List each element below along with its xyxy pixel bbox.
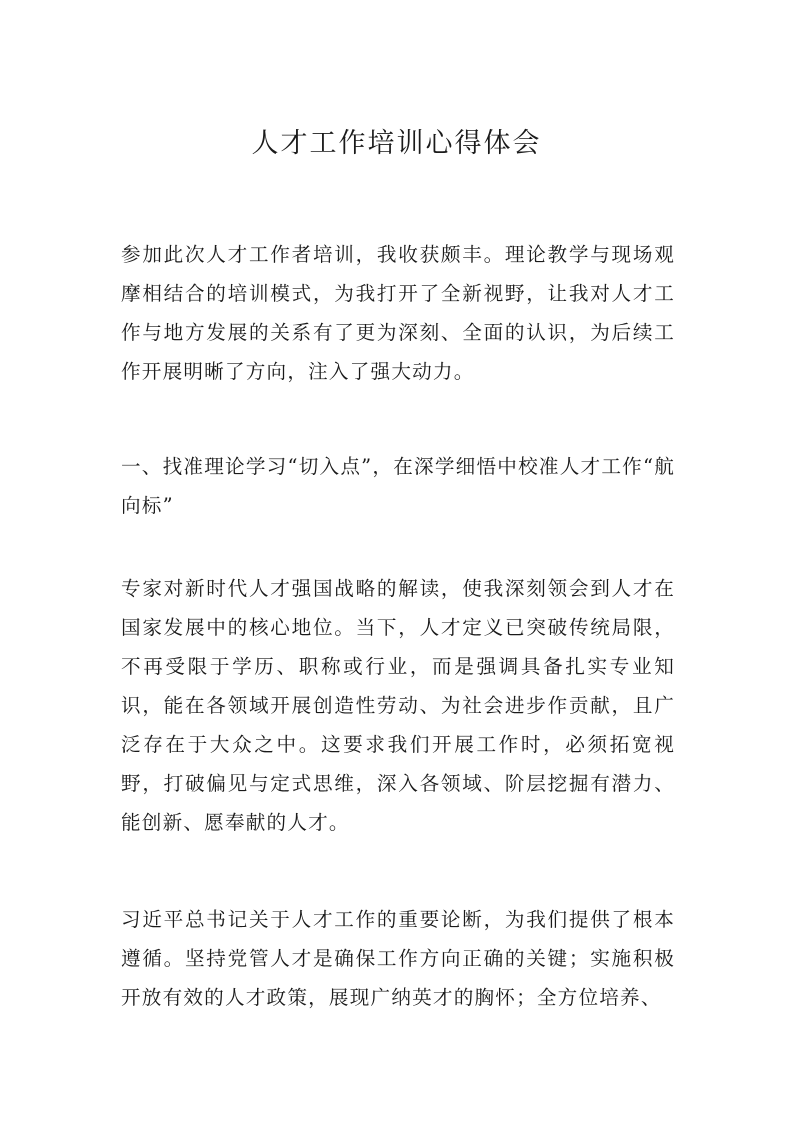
- body-paragraph-1: 专家对新时代人才强国战略的解读，使我深刻领会到人才在国家发展中的核心地位。当下，人才定义已突破传统局限，不再受限于学历、职称或行业，而是强调具备扎实专业知识，能在各领域开展创造性劳动、为社会进步作贡献，且广泛存在于大众之中。这要求我们开展工作时，必须拓宽视野，打破偏见与定式思维，深入各领域、阶层挖掘有潜力、能创新、愿奉献的人才。: [121, 577, 675, 834]
- body-paragraph-2: 习近平总书记关于人才工作的重要论断，为我们提供了根本遵循。坚持党管人才是确保工作方向正确的关键；实施积极开放有效的人才政策，展现广纳英才的胸怀；全方位培养、: [121, 908, 675, 1009]
- intro-paragraph: 参加此次人才工作者培训，我收获颇丰。理论教学与现场观摩相结合的培训模式，为我打开了全新视野，让我对人才工作与地方发展的关系有了更为深刻、全面的认识，为后续工作开展明晰了方向，注入了强大动力。: [121, 243, 675, 383]
- document-title: 人才工作培训心得体会: [251, 128, 542, 159]
- section-heading-1: 一、找准理论学习“切入点”，在深学细悟中校准人才工作“航向标”: [121, 455, 675, 517]
